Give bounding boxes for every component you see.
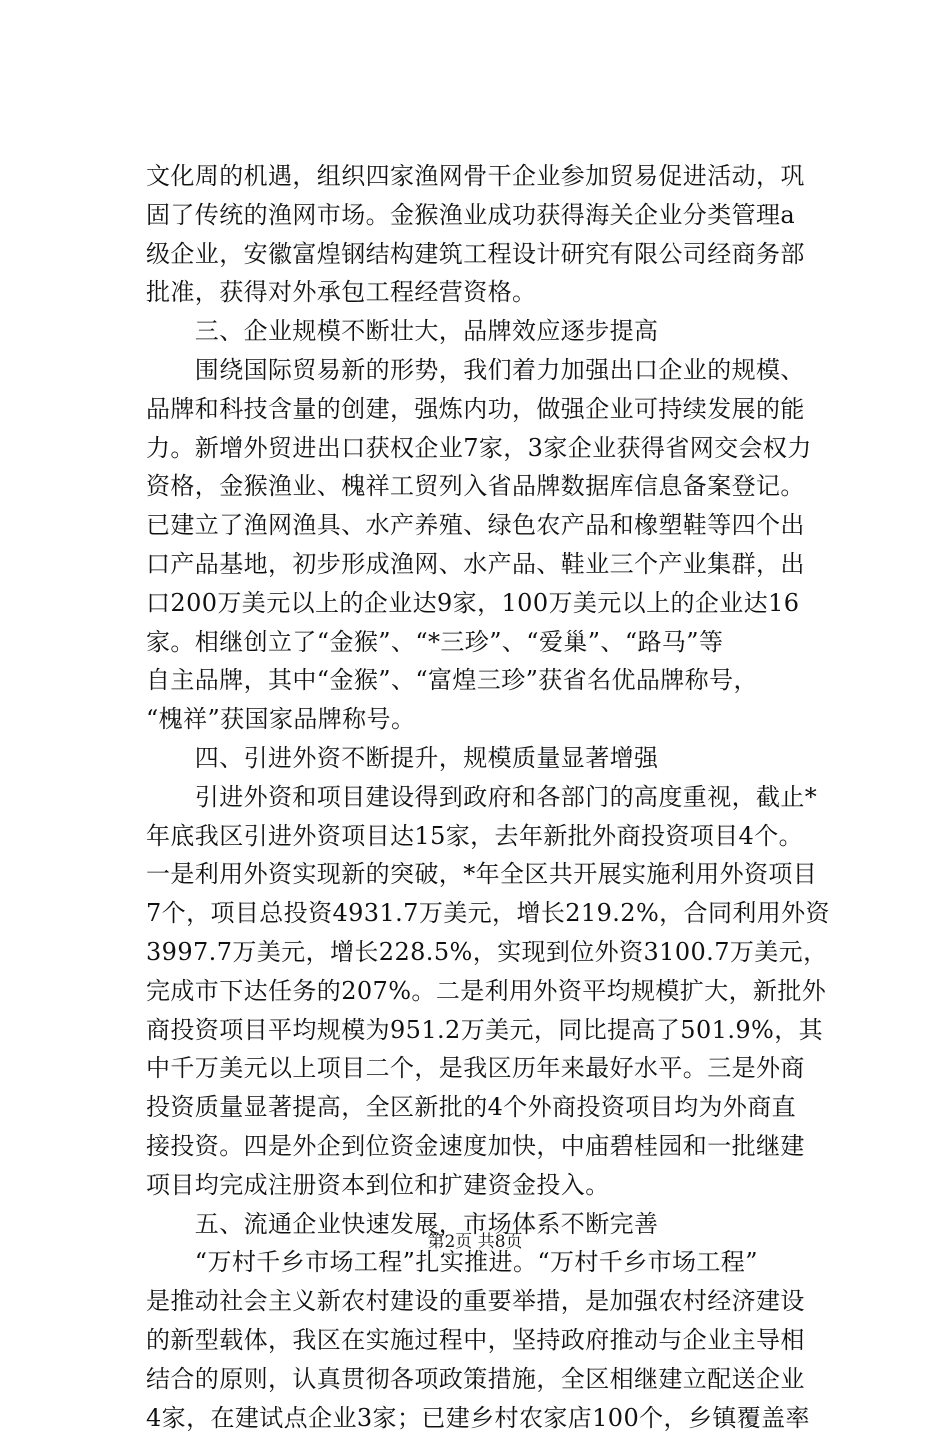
text-line: 四、引进外资不断提升，规模质量显著增强 (146, 739, 836, 778)
text-line: 口200万美元以上的企业达9家，100万美元以上的企业达16 (146, 584, 836, 623)
text-line: 力。新增外贸进出口获权企业7家，3家企业获得省网交会权力 (146, 429, 836, 468)
text-line: 完成市下达任务的207%。二是利用外资平均规模扩大，新批外 (146, 972, 836, 1011)
text-line: 固了传统的渔网市场。金猴渔业成功获得海关企业分类管理a (146, 196, 836, 235)
text-line: 级企业，安徽富煌钢结构建筑工程设计研究有限公司经商务部 (146, 235, 836, 274)
text-line: 文化周的机遇，组织四家渔网骨干企业参加贸易促进活动，巩 (146, 157, 836, 196)
text-line: 项目均完成注册资本到位和扩建资金投入。 (146, 1166, 836, 1205)
text-line: 商投资项目平均规模为951.2万美元，同比提高了501.9%，其 (146, 1011, 836, 1050)
page-footer: 第2页 共8页 (0, 1230, 950, 1254)
text-line: 批准，获得对外承包工程经营资格。 (146, 273, 836, 312)
text-line: 三、企业规模不断壮大，品牌效应逐步提高 (146, 312, 836, 351)
text-line: 口产品基地，初步形成渔网、水产品、鞋业三个产业集群，出 (146, 545, 836, 584)
text-line: 中千万美元以上项目二个，是我区历年来最好水平。三是外商 (146, 1049, 836, 1088)
text-line: 已建立了渔网渔具、水产养殖、绿色农产品和橡塑鞋等四个出 (146, 506, 836, 545)
text-line: 资格，金猴渔业、槐祥工贸列入省品牌数据库信息备案登记。 (146, 467, 836, 506)
text-line: 家。相继创立了“金猴”、“*三珍”、“爱巢”、“路马”等 (146, 623, 836, 662)
text-line: 引进外资和项目建设得到政府和各部门的高度重视，截止* (146, 778, 836, 817)
text-line: 五、流通企业快速发展，市场体系不断完善 (146, 1205, 836, 1244)
text-line: 3997.7万美元，增长228.5%，实现到位外资3100.7万美元， (146, 933, 836, 972)
text-line: “万村千乡市场工程”扎实推进。“万村千乡市场工程” (146, 1243, 836, 1282)
text-line: 一是利用外资实现新的突破，*年全区共开展实施利用外资项目 (146, 855, 836, 894)
text-line: “槐祥”获国家品牌称号。 (146, 700, 836, 739)
text-line: 结合的原则，认真贯彻各项政策措施，全区相继建立配送企业 (146, 1360, 836, 1399)
text-line: 年底我区引进外资项目达15家，去年新批外商投资项目4个。 (146, 817, 836, 856)
text-line: 接投资。四是外企到位资金速度加快，中庙碧桂园和一批继建 (146, 1127, 836, 1166)
text-line: 7个，项目总投资4931.7万美元，增长219.2%，合同利用外资 (146, 894, 836, 933)
text-line: 是推动社会主义新农村建设的重要举措，是加强农村经济建设 (146, 1282, 836, 1321)
text-line: 自主品牌，其中“金猴”、“富煌三珍”获省名优品牌称号， (146, 661, 836, 700)
text-line: 围绕国际贸易新的形势，我们着力加强出口企业的规模、 (146, 351, 836, 390)
text-line: 投资质量显著提高，全区新批的4个外商投资项目均为外商直 (146, 1088, 836, 1127)
text-line: 4家，在建试点企业3家；已建乡村农家店100个，乡镇覆盖率 (146, 1399, 836, 1437)
text-line: 品牌和科技含量的创建，强炼内功，做强企业可持续发展的能 (146, 390, 836, 429)
text-line: 的新型载体，我区在实施过程中，坚持政府推动与企业主导相 (146, 1321, 836, 1360)
